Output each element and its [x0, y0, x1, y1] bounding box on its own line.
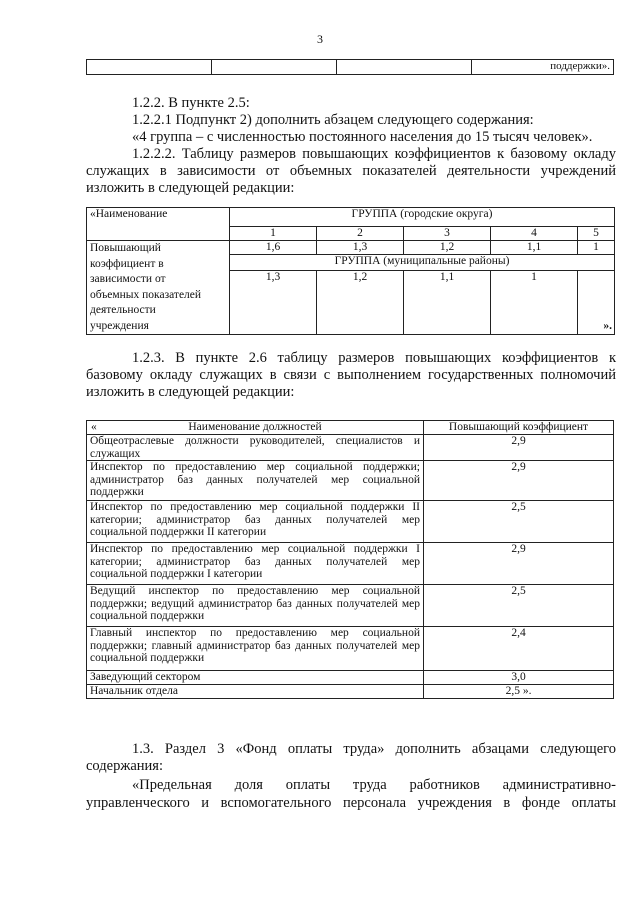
section-1-3-line3: «Предельная доля оплаты труда работников административно-: [132, 777, 616, 793]
section-1-2-3-line3: изложить в следующей редакции:: [86, 384, 295, 400]
section-1-2-2-2-line2: служащих в зависимости от объемных показателей деятельности учреждений: [86, 163, 616, 179]
t1-mun-value: 1,2: [317, 270, 404, 334]
t1-mun-value-last: [578, 270, 615, 334]
t2-row-name: Заведующий сектором: [87, 671, 424, 685]
top-cell-last: поддержки».: [472, 60, 614, 75]
t2-row-name: Инспектор по предоставлению мер социальной поддержки II категории; администратор баз данных получателей мер социальной поддержки II категории: [87, 501, 424, 543]
t1-mun-value: 1,3: [230, 270, 317, 334]
t1-city-value: 1,3: [317, 241, 404, 255]
t1-mun-value: 1,1: [404, 270, 491, 334]
t1-group-num: 2: [317, 227, 404, 241]
t2-row-coef: 2,9: [424, 435, 614, 461]
t2-row-coef: 2,4: [424, 627, 614, 671]
top-cell-3: [337, 60, 472, 75]
t2-row-coef: 2,9: [424, 461, 614, 501]
t1-row-label-line: объемных показателей: [90, 288, 202, 301]
t1-closing-mark: ».: [603, 320, 612, 332]
t2-row-name: Инспектор по предоставлению мер социальной поддержки; администратор баз данных получателей мер социальной поддержки: [87, 461, 424, 501]
t2-row-coef: 2,5: [424, 501, 614, 543]
section-1-2-3-line2: базовому окладу служащих в связи с выполнением государственных полномочий: [86, 367, 616, 383]
t1-city-value: 1,1: [491, 241, 578, 255]
t1-group-mun-header: ГРУППА (муниципальные районы): [230, 255, 615, 270]
t1-row-label-line: коэффициент в: [90, 257, 164, 270]
t1-group-num: 1: [230, 227, 317, 241]
t1-name-header: «Наименование: [87, 208, 230, 241]
page-number: 3: [317, 32, 323, 46]
t1-city-value: 1,6: [230, 241, 317, 255]
t1-group-num: 5: [578, 227, 615, 241]
t2-header-coef: Повышающий коэффициент: [424, 421, 614, 435]
section-1-2-3-line1: 1.2.3. В пункте 2.6 таблицу размеров повышающих коэффициентов к: [132, 350, 616, 366]
t2-row-coef: 2,5 ».: [424, 685, 614, 699]
section-1-3-line4: управленческого и вспомогательного персонала учреждения в фонде оплаты: [86, 795, 616, 811]
coefficient-table-volume: [86, 207, 615, 335]
top-cell-2: [212, 60, 337, 75]
section-1-3-line1: 1.3. Раздел 3 «Фонд оплаты труда» дополнить абзацами следующего: [132, 741, 616, 757]
section-1-2-2-1: 1.2.2.1 Подпункт 2) дополнить абзацем следующего содержания:: [132, 112, 534, 128]
t2-header-name-text: Наименование должностей: [188, 421, 322, 433]
t1-row-label-line: Повышающий: [90, 242, 161, 254]
section-1-2-2-2-line3: изложить в следующей редакции:: [86, 180, 295, 196]
t1-row-label-line: деятельности: [90, 304, 156, 316]
t2-header-name: [87, 421, 424, 435]
section-1-2-2: 1.2.2. В пункте 2.5:: [132, 95, 250, 111]
t2-row-coef: 2,9: [424, 543, 614, 585]
section-1-2-2-2-line1: 1.2.2.2. Таблицу размеров повышающих коэффициентов к базовому окладу: [132, 146, 616, 162]
t1-row-label: [87, 241, 230, 335]
t2-row-coef: 2,5: [424, 585, 614, 627]
top-table-fragment: [86, 59, 614, 75]
t1-group-num: 4: [491, 227, 578, 241]
section-1-3-line2: содержания:: [86, 758, 164, 774]
group-4-text: «4 группа – с численностью постоянного населения до 15 тысяч человек».: [132, 129, 593, 145]
t2-row-name: Начальник отдела: [87, 685, 424, 699]
t1-row-label-line: учреждения: [90, 319, 149, 332]
t2-row-name: Ведущий инспектор по предоставлению мер социальной поддержки; ведущий администратор баз данных получателей мер социальной поддержки: [87, 585, 424, 627]
t2-row-coef: 3,0: [424, 671, 614, 685]
t2-open-quote: «: [91, 421, 97, 433]
t1-group-num: 3: [404, 227, 491, 241]
t2-row-name: Инспектор по предоставлению мер социальной поддержки I категории; администратор баз данных получателей мер социальной поддержки I категории: [87, 543, 424, 585]
top-cell-1: [87, 60, 212, 75]
t2-row-name: Главный инспектор по предоставлению мер социальной поддержки; главный администратор баз данных получателей мер социальной поддержки: [87, 627, 424, 671]
t1-row-label-line: зависимости от: [90, 273, 166, 285]
t1-city-value: 1: [578, 241, 615, 255]
t1-city-value: 1,2: [404, 241, 491, 255]
t1-mun-value: 1: [491, 270, 578, 334]
t1-group-city-header: ГРУППА (городские округа): [230, 208, 615, 227]
t2-row-name: Общеотраслевые должности руководителей, специалистов и служащих: [87, 435, 424, 461]
coefficient-table-positions: [86, 420, 614, 699]
